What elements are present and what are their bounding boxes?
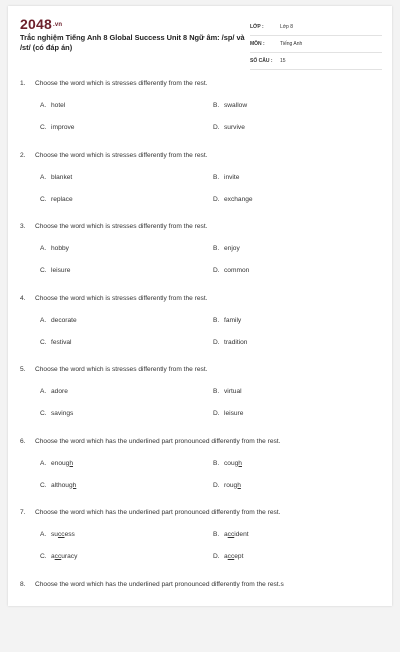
answer-option[interactable] <box>213 531 249 538</box>
option-word: survive <box>224 124 245 131</box>
option-letter: D. <box>213 196 224 203</box>
option-word: adore <box>51 388 68 395</box>
question-prompt: Choose the word which has the underlined part pronounced differently from the rest.s <box>35 581 284 588</box>
question-text <box>20 223 208 230</box>
option-letter: A. <box>40 531 51 538</box>
answer-option[interactable] <box>213 339 247 346</box>
answer-option[interactable] <box>40 196 73 203</box>
option-letter: A. <box>40 174 51 181</box>
meta-row-count <box>250 53 382 70</box>
option-word-suffix: ess <box>65 531 75 538</box>
answer-option[interactable] <box>40 482 76 489</box>
meta-row-class <box>250 19 382 36</box>
option-letter: B. <box>213 460 224 467</box>
option-letter: A. <box>40 245 51 252</box>
answer-option[interactable] <box>40 124 74 131</box>
answer-option[interactable] <box>213 410 243 417</box>
option-word-underlined: cc <box>55 553 62 560</box>
option-letter: A. <box>40 460 51 467</box>
option-letter: D. <box>213 124 224 131</box>
question-item <box>8 80 392 152</box>
answer-option[interactable] <box>40 410 73 417</box>
document-header <box>8 6 392 76</box>
question-item <box>8 366 392 438</box>
option-word: swallow <box>224 102 247 109</box>
option-letter: D. <box>213 553 224 560</box>
question-text <box>20 366 208 373</box>
question-item <box>8 295 392 367</box>
option-letter: C. <box>40 267 51 274</box>
option-letter: C. <box>40 410 51 417</box>
question-item <box>8 581 392 652</box>
option-word: a <box>224 553 228 560</box>
question-prompt: Choose the word which is stresses differently from the rest. <box>35 223 208 230</box>
answer-option[interactable] <box>213 102 247 109</box>
question-number: 8. <box>20 581 35 588</box>
option-word: common <box>224 267 249 274</box>
meta-key: MÔN : <box>250 41 278 47</box>
answer-option[interactable] <box>213 245 240 252</box>
option-word-underlined: cc <box>228 553 235 560</box>
answer-option[interactable] <box>213 553 243 560</box>
document-page <box>8 6 392 606</box>
question-prompt: Choose the word which is stresses differently from the rest. <box>35 295 208 302</box>
meta-table <box>250 19 382 70</box>
option-word-underlined: gh <box>235 460 242 467</box>
logo-text: 2048 <box>20 16 52 32</box>
option-word: enjoy <box>224 245 240 252</box>
option-letter: B. <box>213 245 224 252</box>
option-word: su <box>51 531 58 538</box>
option-word: family <box>224 317 241 324</box>
question-item <box>8 438 392 510</box>
meta-value: Lớp 8 <box>278 24 382 30</box>
answer-option[interactable] <box>213 174 239 181</box>
option-letter: B. <box>213 317 224 324</box>
question-number: 1. <box>20 80 35 87</box>
option-word-underlined: cc <box>58 531 65 538</box>
option-letter: B. <box>213 102 224 109</box>
option-letter: C. <box>40 339 51 346</box>
question-prompt: Choose the word which is stresses differently from the rest. <box>35 152 208 159</box>
answer-option[interactable] <box>213 460 242 467</box>
option-word-underlined: cc <box>228 531 235 538</box>
answer-option[interactable] <box>40 102 65 109</box>
option-word: savings <box>51 410 73 417</box>
answer-option[interactable] <box>40 317 77 324</box>
logo-tld: .vn <box>53 22 62 28</box>
option-letter: C. <box>40 124 51 131</box>
meta-value: 15 <box>278 58 382 64</box>
option-word: replace <box>51 196 73 203</box>
question-number: 2. <box>20 152 35 159</box>
option-word: hobby <box>51 245 69 252</box>
option-letter: A. <box>40 388 51 395</box>
question-list <box>8 80 392 652</box>
answer-option[interactable] <box>213 124 245 131</box>
answer-option[interactable] <box>40 339 72 346</box>
answer-option[interactable] <box>40 245 69 252</box>
option-word: decorate <box>51 317 77 324</box>
question-text <box>20 152 208 159</box>
answer-option[interactable] <box>40 553 77 560</box>
option-letter: B. <box>213 388 224 395</box>
option-word: cou <box>224 460 235 467</box>
option-word-suffix: ident <box>234 531 248 538</box>
option-letter: A. <box>40 317 51 324</box>
question-number: 6. <box>20 438 35 445</box>
meta-key: SỐ CÂU : <box>250 58 278 64</box>
option-word-suffix: uracy <box>61 553 77 560</box>
question-prompt: Choose the word which is stresses differently from the rest. <box>35 80 208 87</box>
answer-option[interactable] <box>40 388 68 395</box>
question-prompt: Choose the word which has the underlined part pronounced differently from the rest. <box>35 438 280 445</box>
site-logo[interactable] <box>20 16 62 32</box>
option-letter: D. <box>213 482 224 489</box>
option-word: a <box>51 553 55 560</box>
meta-value: Tiếng Anh <box>278 41 382 47</box>
answer-option[interactable] <box>213 388 242 395</box>
option-letter: C. <box>40 482 51 489</box>
answer-option[interactable] <box>213 196 253 203</box>
question-text <box>20 438 280 445</box>
answer-option[interactable] <box>40 174 72 181</box>
option-word: leisure <box>51 267 70 274</box>
option-word: virtual <box>224 388 242 395</box>
answer-option[interactable] <box>213 482 241 489</box>
document-title: Trắc nghiệm Tiếng Anh 8 Global Success Unit 8 Ngữ âm: /sp/ và /st/ (có đáp án) <box>20 33 250 53</box>
question-text <box>20 581 284 588</box>
option-word: a <box>224 531 228 538</box>
meta-key: LỚP : <box>250 24 278 30</box>
option-word: rou <box>224 482 234 489</box>
option-letter: D. <box>213 339 224 346</box>
question-item <box>8 223 392 295</box>
option-word: leisure <box>224 410 243 417</box>
question-prompt: Choose the word which has the underlined part pronounced differently from the rest. <box>35 509 280 516</box>
answer-option[interactable] <box>213 267 249 274</box>
option-word: blanket <box>51 174 72 181</box>
option-letter: C. <box>40 553 51 560</box>
option-word: enou <box>51 460 66 467</box>
option-letter: D. <box>213 410 224 417</box>
option-word: exchange <box>224 196 253 203</box>
option-word-underlined: gh <box>234 482 241 489</box>
answer-option[interactable] <box>40 460 73 467</box>
option-word: improve <box>51 124 74 131</box>
question-text <box>20 509 280 516</box>
option-letter: B. <box>213 531 224 538</box>
question-number: 4. <box>20 295 35 302</box>
question-text <box>20 295 208 302</box>
answer-option[interactable] <box>40 531 75 538</box>
question-item <box>8 509 392 581</box>
question-number: 3. <box>20 223 35 230</box>
option-letter: B. <box>213 174 224 181</box>
option-word: festival <box>51 339 72 346</box>
question-number: 7. <box>20 509 35 516</box>
option-letter: A. <box>40 102 51 109</box>
option-word-suffix: ept <box>234 553 243 560</box>
answer-option[interactable] <box>213 317 241 324</box>
option-word: althou <box>51 482 69 489</box>
question-item <box>8 152 392 224</box>
option-word: invite <box>224 174 239 181</box>
option-word: tradition <box>224 339 247 346</box>
option-letter: D. <box>213 267 224 274</box>
question-number: 5. <box>20 366 35 373</box>
meta-row-subject <box>250 36 382 53</box>
option-word: hotel <box>51 102 65 109</box>
option-word-underlined: gh <box>66 460 73 467</box>
question-prompt: Choose the word which is stresses differently from the rest. <box>35 366 208 373</box>
option-word-underlined: gh <box>69 482 76 489</box>
answer-option[interactable] <box>40 267 70 274</box>
question-text <box>20 80 208 87</box>
option-letter: C. <box>40 196 51 203</box>
